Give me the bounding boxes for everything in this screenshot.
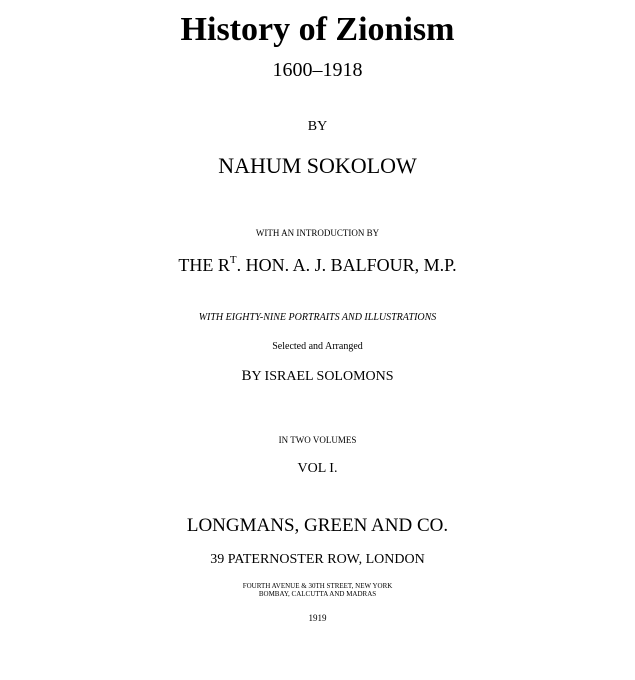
arranger-name: ISRAEL SOLOMONS [261, 369, 394, 384]
by-label: BY [307, 119, 328, 134]
publisher-name: LONGMANS, GREEN AND CO. [186, 515, 449, 536]
arranger-by-rest: Y [251, 369, 262, 384]
arranger-line [0, 369, 635, 384]
volume-number: VOL I. [297, 461, 338, 476]
publisher-address: 39 PATERNOSTER ROW, LONDON [210, 552, 425, 567]
book-title: History of Zionism [180, 11, 455, 48]
author-name: NAHUM SOKOLOW [218, 153, 417, 178]
arranger-by-initial: B [241, 368, 252, 384]
publication-year: 1919 [308, 613, 327, 623]
introducer-name [0, 256, 635, 274]
introducer-prefix: THE R [178, 255, 230, 275]
volumes-note: IN TWO VOLUMES [278, 435, 357, 445]
introducer-rest: . HON. A. J. BALFOUR, M.P. [236, 255, 457, 275]
branch-office-line: BOMBAY, CALCUTTA AND MADRAS [258, 590, 377, 598]
selected-note: Selected and Arranged [272, 341, 363, 352]
introduction-by-label: WITH AN INTRODUCTION BY [255, 228, 380, 238]
book-dates: 1600–1918 [272, 59, 363, 81]
illustrations-note: WITH EIGHTY-NINE PORTRAITS AND ILLUSTRATIONS [198, 312, 437, 323]
introducer-superscript: T [229, 254, 237, 266]
branch-office-line: FOURTH AVENUE & 30TH STREET, NEW YORK [242, 582, 393, 590]
